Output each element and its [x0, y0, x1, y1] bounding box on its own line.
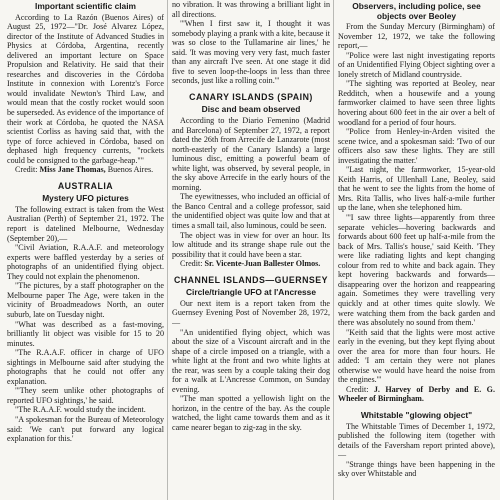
credit-line: Credit: J. Harvey of Derby and E. G. Wheeler of Birmingham. [338, 384, 495, 404]
paragraph: From the Sunday Mercury (Birmingham) of November 12, 1972, we take the following report,— [338, 22, 495, 51]
section-canary-islands: CANARY ISLANDS (SPAIN) [189, 91, 313, 102]
column-rule [167, 0, 168, 500]
paragraph: The object was in view for over an hour. Its low altitude and its strange shape rule out the possibility that it could have been a star. [172, 230, 330, 259]
credit-line: Credit: Sr. Vicente-Juan Ballester Olmos. [180, 259, 321, 269]
column-left [7, 0, 164, 500]
section-australia: AUSTRALIA [57, 180, 114, 191]
paragraph: "Strange things have been happening in the sky over Whitstable and [338, 459, 495, 479]
paragraph: "'I saw three lights—apparently from three separate vehicles—hovering backwards and forwards about 600 feet up half-a-mile from the back of Mrs. Tallis's house,' said Keith. 'They were like radiating lights and kept changing colour from red to white and back again. They kept hovering backwards and forwards—disappearing over the horizon and reappearing again. Sometimes they were travelling very quickly and at other times quite slowly. We were watching them from the back garden and there was absolutely no sound from them.' [338, 213, 495, 328]
heading-disc-beam: Disc and beam observed [201, 104, 301, 115]
paragraph: "Police from Henley-in-Arden visited the scene twice, and a spokesman said: 'Two of our officers also saw these lights. They are still investigating the matter.' [338, 127, 495, 165]
paragraph: "What was described as a fast-moving, brilliantly lit object was visible for 15 to 20 minutes. [7, 319, 164, 348]
paragraph: "Police were last night investigating reports of an Unidentified Flying Object sighting over a lonely stretch of Midland countryside. [338, 50, 495, 79]
paragraph: "The pictures, by a staff photographer on the Melbourne paper The Age, were taken in the vicinity of Broadmeadows North, an outer suburb, late on Tuesday night. [7, 281, 164, 319]
paragraph: "The R.A.A.F. would study the incident. [15, 405, 146, 415]
paragraph: "The R.A.A.F. officer in charge of UFO sightings in Melbourne said after studying the photographs that he could not offer any explanation. [7, 348, 164, 386]
paragraph: "The sighting was reported at Beoley, near Redditch, when a housewife and a young farmworker claimed to have seen three lights hovering about 600 feet in the air over a belt of woodland for a period of four hours. [338, 79, 495, 127]
paragraph: "Keith said that the lights were most active early in the evening, but they kept flying about over the area for more than four hours. He added: 'I am certain they were not planes otherwise we would have heard the noise from the engines.'" [338, 327, 495, 385]
heading-mystery-ufo: Mystery UFO pictures [42, 193, 129, 204]
paragraph: The following extract is taken from the West Australian (Perth) of September 21, 1972. The report is datelined Melbourne, Wednesday (September 20),— [7, 204, 164, 243]
paragraph: "The man spotted a yellowish light on the horizon, in the centre of the bay. As the couple watched, the light came towards them and as it came nearer began to zig-zag in the sky. [172, 394, 330, 432]
paragraph: "Last night, the farmworker, 15-year-old Keith Harris, of Ullenhall Lane, Beoley, said that he went to see the lights from the home of Mrs. Rita Tallis, who lives half-a-mile further up the lane, when she telephoned him. [338, 165, 495, 213]
paragraph: no vibration. It was throwing a brilliant light in all directions. [172, 0, 330, 19]
heading-observers-beoley: Observers, including police, see objects over Beoley [352, 1, 481, 21]
paragraph: "An unidentified flying object, which was about the size of a Viscount aircraft and in the shape of a circle imposed on a triangle, with a white light at the front and two white lights at the rear, was seen by a couple taking their dog for a walk at L'Ancresse Common, on Sunday evening. [172, 327, 330, 394]
credit-line: Credit: Miss Jane Thomas, Buenos Aires. [15, 165, 154, 175]
column-rule [333, 0, 334, 500]
paragraph: The eyewitnesses, who included an official of the Banco Central and a college professor, said the unidentified object was quite low and that at times a small tail, also luminous, could be seen. [172, 192, 330, 231]
paragraph: "'They seem unlike other photographs of reported UFO sightings,' he said. [7, 386, 164, 405]
heading-important-claim: Important scientific claim [35, 1, 136, 11]
paragraph: According to La Razón (Buenos Aires) of August 25, 1972—"Dr. José Alvarez López, director of the Institute of Advanced Studies in Physics at Córdoba, Argentina, recently delivered an important lecture on Space Propulsion and Relativity. He said that their researches and discoveries in the Córdoba Institute in connexion with Lorentz's Force would invalidate Newton's Third Law, and would mean that the costly rocket would soon be superseded. As evidence of the importance of their work at Córdoba, he quoted the NASA scientist Corliss as having said that, with the type of force achieved in Córdoba, based on dephased high frequency currents, "rockets could be consigned to the garbage-heap."" [7, 12, 164, 165]
paragraph: "'When I first saw it, I thought it was somebody playing a prank with a kite, because it was so close to the Tullamarine air lines,' he said. 'It was moving very very fast, much faster than any aircraft I've seen. At one stage it did five to seven loop-the-loops in less than three seconds, just like a rolling coin.'" [172, 19, 330, 86]
paragraph: "A spokesman for the Bureau of Meteorology said: 'We can't put forward any logical explanation for this.' [7, 414, 164, 444]
column-middle [172, 0, 330, 500]
heading-circle-triangle: Circle/triangle UFO at l'Ancresse [186, 287, 316, 298]
paragraph: Our next item is a report taken from the Guernsey Evening Post of November 28, 1972,— [172, 298, 330, 327]
paragraph: "Civil Aviation, R.A.A.F. and meteorology experts were baffled yesterday by a series of photographs of an unidentified flying object. They could not explain the phenomenon. [7, 243, 164, 281]
heading-whitstable: Whitstable "glowing object" [360, 409, 473, 420]
paragraph: The Whitstable Times of December 1, 1972, published the following item (together with details of the Faversham report printed above),— [338, 421, 495, 460]
section-channel-islands: CHANNEL ISLANDS—GUERNSEY [173, 274, 329, 285]
column-right [338, 0, 495, 500]
paragraph: According to the Diario Femenino (Madrid and Barcelona) of September 27, 1972, a report dated the 26th from Arrecife de Lanzarote (most north-easterly of the Canary Islands) a large luminous disc, emitting a powerful beam of white light, was observed, by several people, in the sky above Arrecife in the early hours of the morning. [172, 116, 330, 192]
